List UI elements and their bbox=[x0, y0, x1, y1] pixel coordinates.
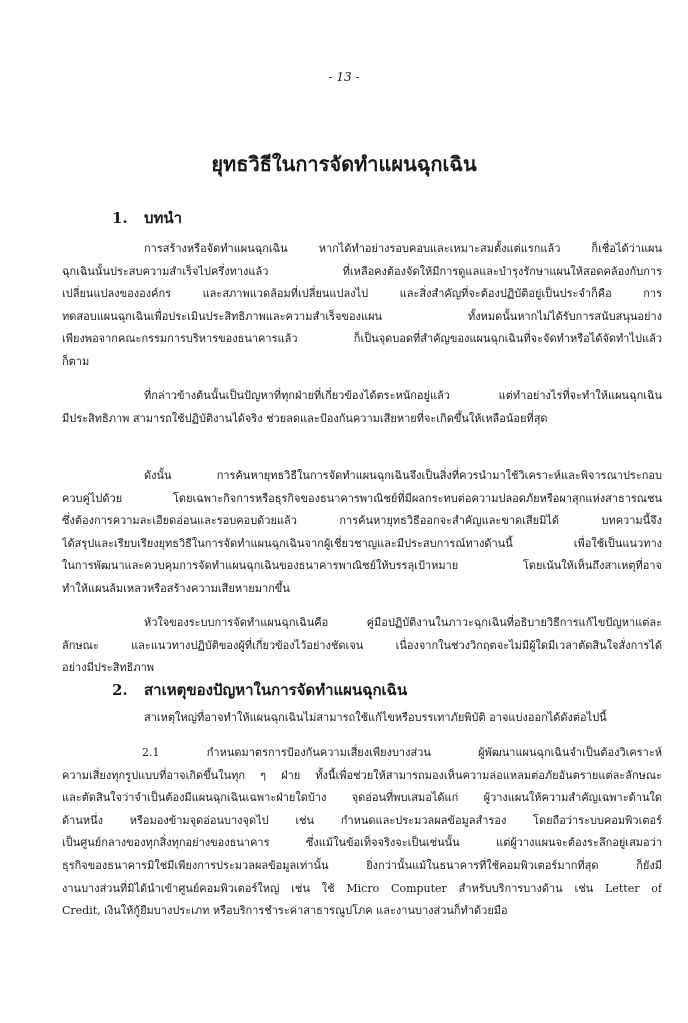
section-2-number: 2. bbox=[112, 681, 128, 699]
section-1-heading bbox=[112, 206, 182, 230]
section-1-paragraph-2 bbox=[62, 385, 662, 430]
paragraph-line: ก็ตาม bbox=[62, 354, 90, 368]
paragraph-line: ทดสอบแผนฉุกเฉินเพื่อประเมินประสิทธิภาพและความสำเร็จของแผน ทั้งหมดนั้นหากไม่ได้รับการสนับสนุนอย่าง bbox=[62, 309, 662, 323]
section-1-paragraph-3 bbox=[62, 465, 662, 601]
section-2-title: สาเหตุของปัญหาในการจัดทำแผนฉุกเฉิน bbox=[144, 681, 408, 699]
paragraph-line: ด้านหนึ่ง หรือมองข้ามจุดอ่อนบางจุดไป เช่น กำหนดและประมวลผลข้อมูลสำรอง โดยถือว่าระบบคอมพิวเตอร์ bbox=[62, 813, 662, 827]
paragraph-line: หัวใจของระบบการจัดทำแผนฉุกเฉินคือ คู่มือปฏิบัติงานในภาวะฉุกเฉินที่อธิบายวิธีการแก้ไขปัญหาแต่ละ bbox=[144, 616, 662, 629]
paragraph-line: ลักษณะ และแนวทางปฏิบัติของผู้ที่เกี่ยวข้องไว้อย่างชัดเจน เนื่องจากในช่วงวิกฤตจะไม่มีผู้ใดมีเวลาตัดสินใจสั่งการได้ bbox=[62, 638, 662, 652]
paragraph-line: สาเหตุใหญ่ที่อาจทำให้แผนฉุกเฉินไม่สามารถใช้แก้ไขหรือบรรเทาภัยพิบัติ อาจแบ่งออกได้ดังต่อไปนี้ bbox=[144, 711, 607, 724]
document-title: ยุทธวิธีในการจัดทำแผนฉุกเฉิน bbox=[211, 152, 477, 176]
paragraph-line: ฉุกเฉินนั้นประสบความสำเร็จไปครึ่งทางแล้ว ที่เหลือคงต้องจัดให้มีการดูแลและบำรุงรักษาแผนให้สอดคล้องกับการ bbox=[62, 264, 662, 278]
section-1-title: บทนำ bbox=[144, 209, 183, 227]
section-2-intro bbox=[62, 707, 662, 730]
paragraph-line: ความเสี่ยงทุกรูปแบบที่อาจเกิดขึ้นในทุก ๆ ฝ่าย ทั้งนี้เพื่อช่วยให้สามารถมองเห็นความล่อแหลมต่อภัยอันตรายแต่ละลักษณะ bbox=[62, 768, 662, 782]
paragraph-line: เป็นศูนย์กลางของทุกสิ่งทุกอย่างของธนาคาร ซึ่งแม้ในข้อเท็จจริงจะเป็นเช่นนั้น แต่ผู้วางแผนจะต้องระลึกอยู่เสมอว่า bbox=[62, 836, 662, 850]
paragraph-line: ธุรกิจของธนาคารมิใช่มีเพียงการประมวลผลข้อมูลเท่านั้น ยิ่งกว่านั้นแม้ในธนาคารที่ใช้คอมพิวเตอร์มากที่สุด ก็ยังมี bbox=[62, 858, 662, 872]
section-1-number: 1. bbox=[112, 209, 128, 227]
paragraph-line: การสร้างหรือจัดทำแผนฉุกเฉิน หากได้ทำอย่างรอบคอบและเหมาะสมตั้งแต่แรกแล้ว ก็เชื่อได้ว่าแผน bbox=[144, 242, 662, 255]
paragraph-line: ทำให้แผนล้มเหลวหรือสร้างความเสียหายมากขึ้น bbox=[62, 581, 290, 595]
section-2-heading bbox=[112, 678, 407, 702]
subsection-2-1 bbox=[62, 742, 662, 923]
page-number: - 13 - bbox=[328, 70, 360, 84]
paragraph-line: ที่กล่าวข้างต้นนั้นเป็นปัญหาที่ทุกฝ่ายที่เกี่ยวข้องได้ตระหนักอยู่แล้ว แต่ทำอย่างไรที่จะทำให้แผนฉุกเฉิน bbox=[144, 389, 662, 402]
paragraph-line: ได้สรุปและเรียบเรียงยุทธวิธีในการจัดทำแผนฉุกเฉินจากผู้เชี่ยวชาญและมีประสบการณ์ทางด้านนี้ เพื่อใช้เป็นแนวทาง bbox=[62, 536, 662, 550]
paragraph-line: ดังนั้น การค้นหายุทธวิธีในการจัดทำแผนฉุกเฉินจึงเป็นสิ่งที่ควรนำมาใช้วิเคราะห์และพิจารณาประกอบ bbox=[144, 469, 662, 482]
paragraph-line: และตัดสินใจว่าจำเป็นต้องมีแผนฉุกเฉินเฉพาะฝ่ายใดบ้าง จุดอ่อนที่พบเสมอได้แก่ ผู้วางแผนให้ความสำคัญเฉพาะด้านใด bbox=[62, 791, 662, 805]
paragraph-line: อย่างมีประสิทธิภาพ bbox=[62, 661, 155, 675]
paragraph-line: เปลี่ยนแปลงขององค์กร และสภาพแวดล้อมที่เปลี่ยนแปลงไป และสิ่งสำคัญที่จะต้องปฏิบัติอยู่เป็นประจำก็คือ การ bbox=[62, 287, 662, 301]
paragraph-line: มีประสิทธิภาพ สามารถใช้ปฏิบัติงานได้จริง ช่วยลดและป้องกันความเสียหายที่จะเกิดขึ้นให้เหลือน้อยที่สุด bbox=[62, 411, 548, 425]
section-1-paragraph-1 bbox=[62, 238, 662, 374]
paragraph-line: เพียงพอจากคณะกรรมการบริหารของธนาคารแล้ว ก็เป็นจุดบอดที่สำคัญของแผนฉุกเฉินที่จะจัดทำหรือได้จัดทำไปแล้ว bbox=[62, 332, 662, 346]
paragraph-line: 2.1 กำหนดมาตรการป้องกันความเสี่ยงเพียงบางส่วน ผู้พัฒนาแผนฉุกเฉินจำเป็นต้องวิเคราะห์ bbox=[142, 746, 662, 759]
paragraph-line: ในการพัฒนาและควบคุมการจัดทำแผนฉุกเฉินของธนาคารพาณิชย์ให้บรรลุเป้าหมาย โดยเน้นให้เห็นถึงสาเหตุที่อาจ bbox=[62, 559, 662, 573]
paragraph-line: ควบคู่ไปด้วย โดยเฉพาะกิจการหรือธุรกิจของธนาคารพาณิชย์ที่มีผลกระทบต่อความปลอดภัยหรือผาสุกแห่งสาธารณชน bbox=[62, 491, 662, 505]
paragraph-line: Credit, เงินให้กู้ยืมบางประเภท หรือบริการชำระค่าสาธารณูปโภค และงานบางส่วนก็ทำด้วยมือ bbox=[62, 904, 508, 918]
paragraph-line: ซึ่งต้องการความละเอียดอ่อนและรอบคอบด้วยแล้ว การค้นหายุทธวิธีออกจะสำคัญและขาดเสียมิได้ บทความนี้จึง bbox=[62, 514, 662, 528]
paragraph-line: งานบางส่วนที่มิได้นำเข้าศูนย์คอมพิวเตอร์ใหญ่ เช่น ใช้ Micro Computer สำหรับบริการบางด้าน เช่น Letter of bbox=[62, 881, 662, 895]
section-1-paragraph-4 bbox=[62, 612, 662, 680]
